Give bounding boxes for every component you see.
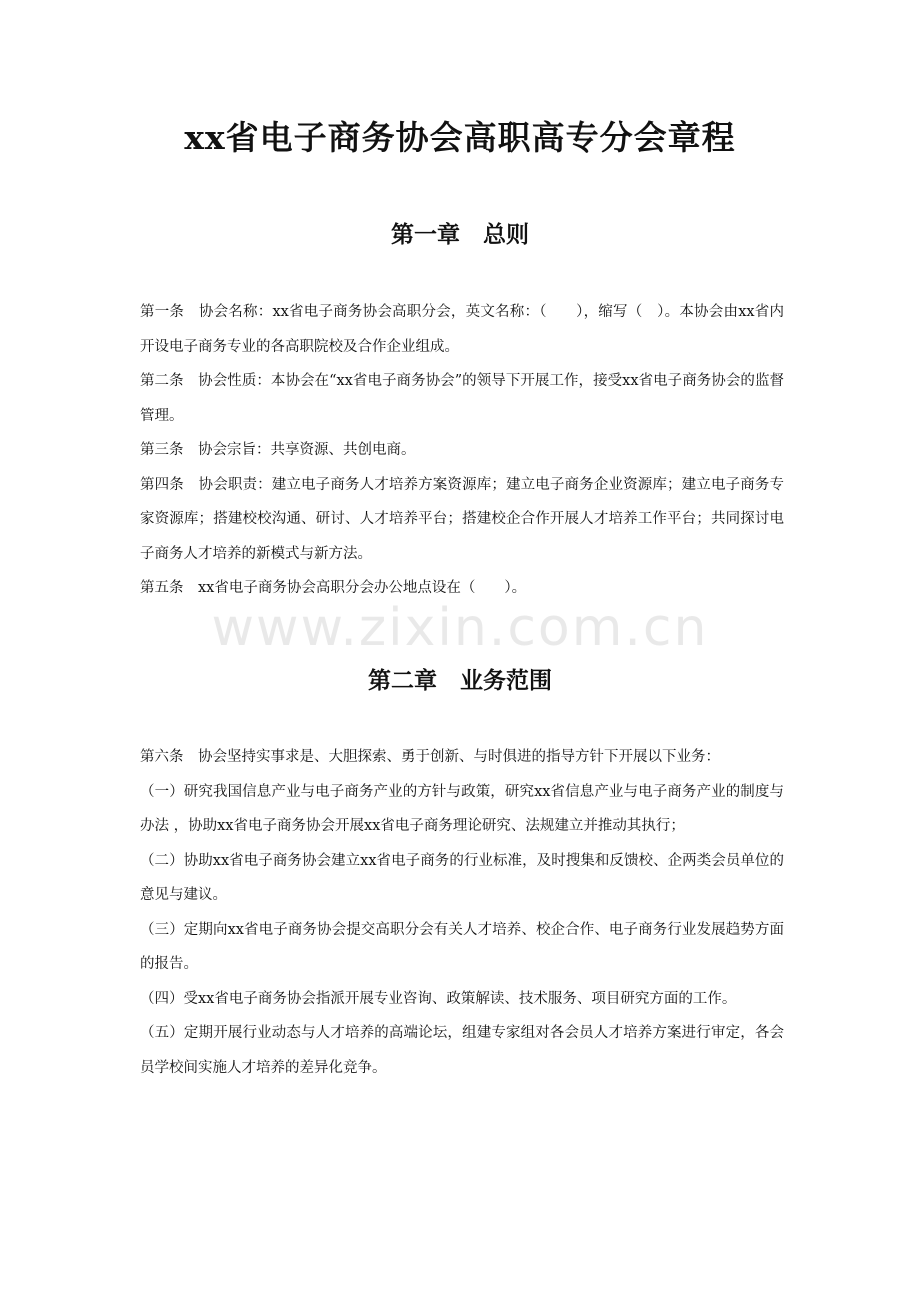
article-1: 第一条 协会名称：xx省电子商务协会高职分会，英文名称：（ ），缩写（ ）。本协会由xx省内开设电子商务专业的各高职院校及合作企业组成。 bbox=[140, 304, 784, 355]
business-item-3: （三）定期向xx省电子商务协会提交高职分会有关人才培养、校企合作、电子商务行业发展趋势方面的报告。 bbox=[140, 921, 784, 972]
chapter-1-heading: 第一章 总则 bbox=[391, 221, 529, 248]
chapter-2-heading: 第二章 业务范围 bbox=[368, 667, 552, 694]
watermark-text: www.zixin.com.cn bbox=[211, 598, 709, 658]
chapter-2-body bbox=[140, 740, 784, 1085]
article-3: 第三条 协会宗旨：共享资源、共创电商。 bbox=[140, 442, 416, 458]
article-5: 第五条 xx省电子商务协会高职分会办公地点设在（ ）。 bbox=[140, 580, 527, 596]
document-title: xx省电子商务协会高职高专分会章程 bbox=[184, 118, 736, 157]
business-item-5: （五）定期开展行业动态与人才培养的高端论坛，组建专家组对各会员人才培养方案进行审定，各会员学校间实施人才培养的差异化竞争。 bbox=[140, 1025, 784, 1076]
business-item-4: （四）受xx省电子商务协会指派开展专业咨询、政策解读、技术服务、项目研究方面的工作。 bbox=[140, 990, 737, 1007]
chapter-1-body bbox=[140, 295, 784, 606]
business-item-1: （一）研究我国信息产业与电子商务产业的方针与政策，研究xx省信息产业与电子商务产业的制度与办法 ，协助xx省电子商务协会开展xx省电子商务理论研究、法规建立并推动其执行； bbox=[140, 783, 784, 834]
article-6: 第六条 协会坚持实事求是、大胆探索、勇于创新、与时俱进的指导方针下开展以下业务： bbox=[140, 749, 720, 765]
article-4: 第四条 协会职责：建立电子商务人才培养方案资源库；建立电子商务企业资源库；建立电子商务专家资源库；搭建校校沟通、研讨、人才培养平台；搭建校企合作开展人才培养工作平台；共同探讨电子商务人才培养的新模式与新方法。 bbox=[140, 476, 784, 562]
article-2: 第二条 协会性质：本协会在“xx省电子商务协会”的领导下开展工作，接受xx省电子商务协会的监督管理。 bbox=[140, 373, 784, 424]
business-item-2: （二）协助xx省电子商务协会建立xx省电子商务的行业标准，及时搜集和反馈校、企两类会员单位的意见与建议。 bbox=[140, 852, 784, 903]
